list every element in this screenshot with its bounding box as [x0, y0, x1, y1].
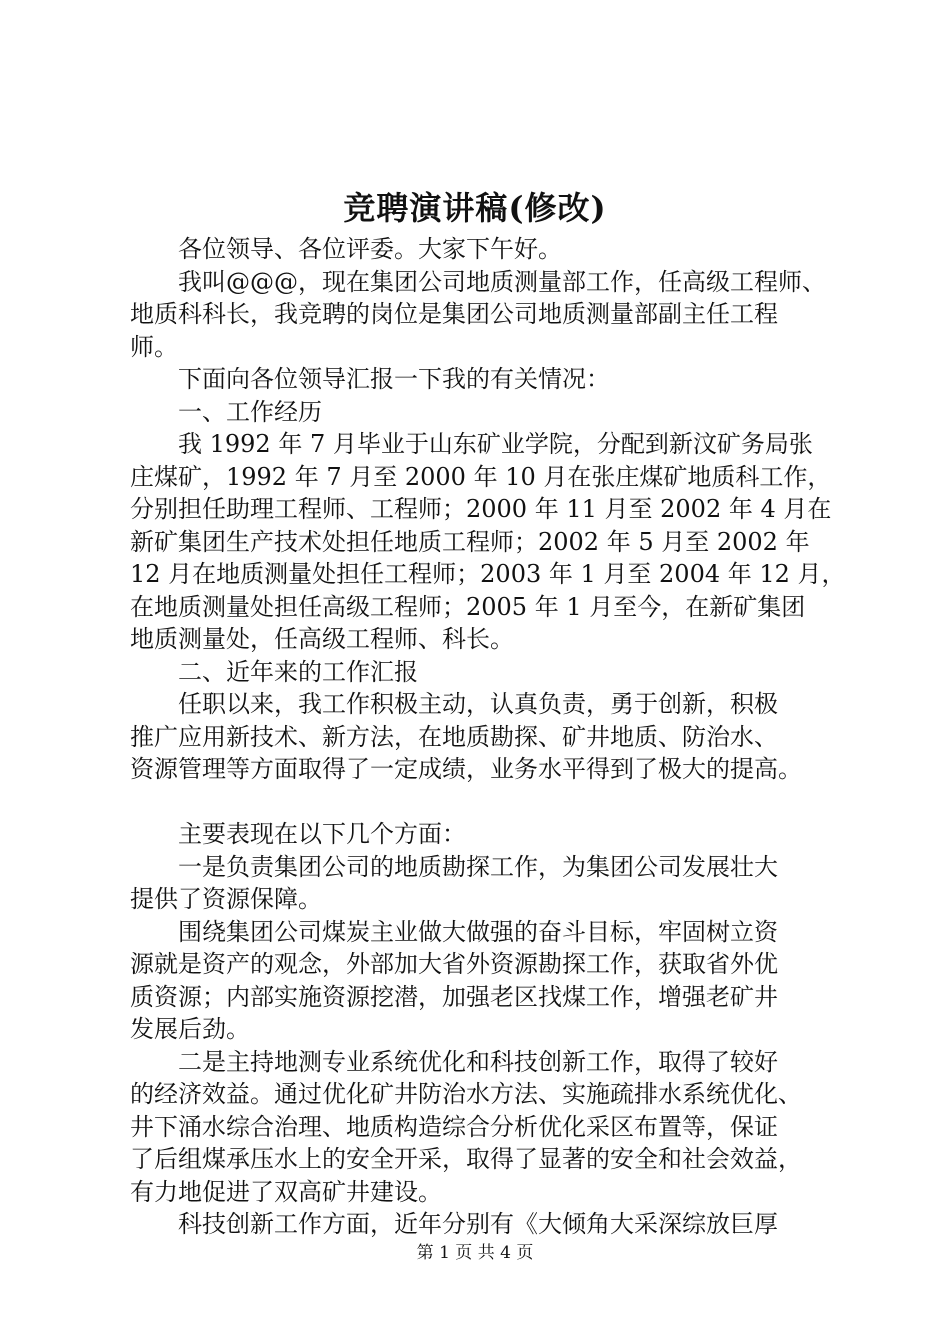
text-line: 一、工作经历: [178, 397, 322, 426]
text-line: 二、近年来的工作汇报: [178, 657, 418, 686]
text-line: 各位领导、各位评委。大家下午好。: [178, 235, 562, 263]
text-line: 了后组煤承压水上的安全开采，取得了显著的安全和社会效益，: [130, 1145, 802, 1173]
text-line: 井下涌水综合治理、地质构造综合分析优化采区布置等，保证: [130, 1112, 778, 1141]
text-line: 地质测量处，任高级工程师、科长。: [130, 625, 514, 653]
text-line: 推广应用新技术、新方法，在地质勘探、矿井地质、防治水、: [130, 722, 778, 751]
text-line: 在地质测量处担任高级工程师；2005 年 1 月至今，在新矿集团: [130, 592, 806, 621]
text-line: 围绕集团公司煤炭主业做大做强的奋斗目标，牢固树立资: [178, 917, 778, 946]
text-line: 源就是资产的观念，外部加大省外资源勘探工作，获取省外优: [130, 950, 778, 978]
text-line: 我 1992 年 7 月毕业于山东矿业学院，分配到新汶矿务局张: [178, 430, 813, 458]
blank-line: [130, 786, 830, 819]
text-line: 新矿集团生产技术处担任地质工程师；2002 年 5 月至 2002 年: [130, 527, 810, 556]
text-line: 师。: [130, 332, 178, 361]
text-line: 二是主持地测专业系统优化和科技创新工作，取得了较好: [178, 1047, 778, 1076]
page-footer: 第 1 页 共 4 页: [416, 1243, 534, 1263]
text-line: 任职以来，我工作积极主动，认真负责，勇于创新，积极: [178, 690, 778, 718]
text-line: 科技创新工作方面，近年分别有《大倾角大采深综放巨厚: [178, 1210, 778, 1238]
text-line: 我叫@@@，现在集团公司地质测量部工作，任高级工程师、: [178, 267, 826, 296]
text-line: 主要表现在以下几个方面：: [178, 820, 466, 848]
text-line: 庄煤矿，1992 年 7 月至 2000 年 10 月在张庄煤矿地质科工作，: [130, 462, 832, 491]
document-body: [130, 233, 846, 1241]
text-line: 质资源；内部实施资源挖潜，加强老区找煤工作，增强老矿井: [130, 982, 778, 1011]
text-line: 一是负责集团公司的地质勘探工作，为集团公司发展壮大: [178, 852, 778, 881]
text-line: 发展后劲。: [130, 1015, 250, 1043]
text-line: 12 月在地质测量处担任工程师；2003 年 1 月至 2004 年 12 月，: [130, 560, 846, 588]
document-title: 竞聘演讲稿(修改): [343, 189, 607, 227]
text-line: 有力地促进了双高矿井建设。: [130, 1177, 442, 1206]
text-line: 提供了资源保障。: [130, 885, 322, 913]
text-line: 的经济效益。通过优化矿井防治水方法、实施疏排水系统优化、: [130, 1080, 802, 1108]
text-line: 地质科科长，我竞聘的岗位是集团公司地质测量部副主任工程: [130, 300, 778, 328]
text-line: 资源管理等方面取得了一定成绩，业务水平得到了极大的提高。: [130, 755, 802, 783]
text-line: 分别担任助理工程师、工程师；2000 年 11 月至 2002 年 4 月在: [130, 495, 832, 523]
text-line: 下面向各位领导汇报一下我的有关情况：: [178, 365, 610, 393]
